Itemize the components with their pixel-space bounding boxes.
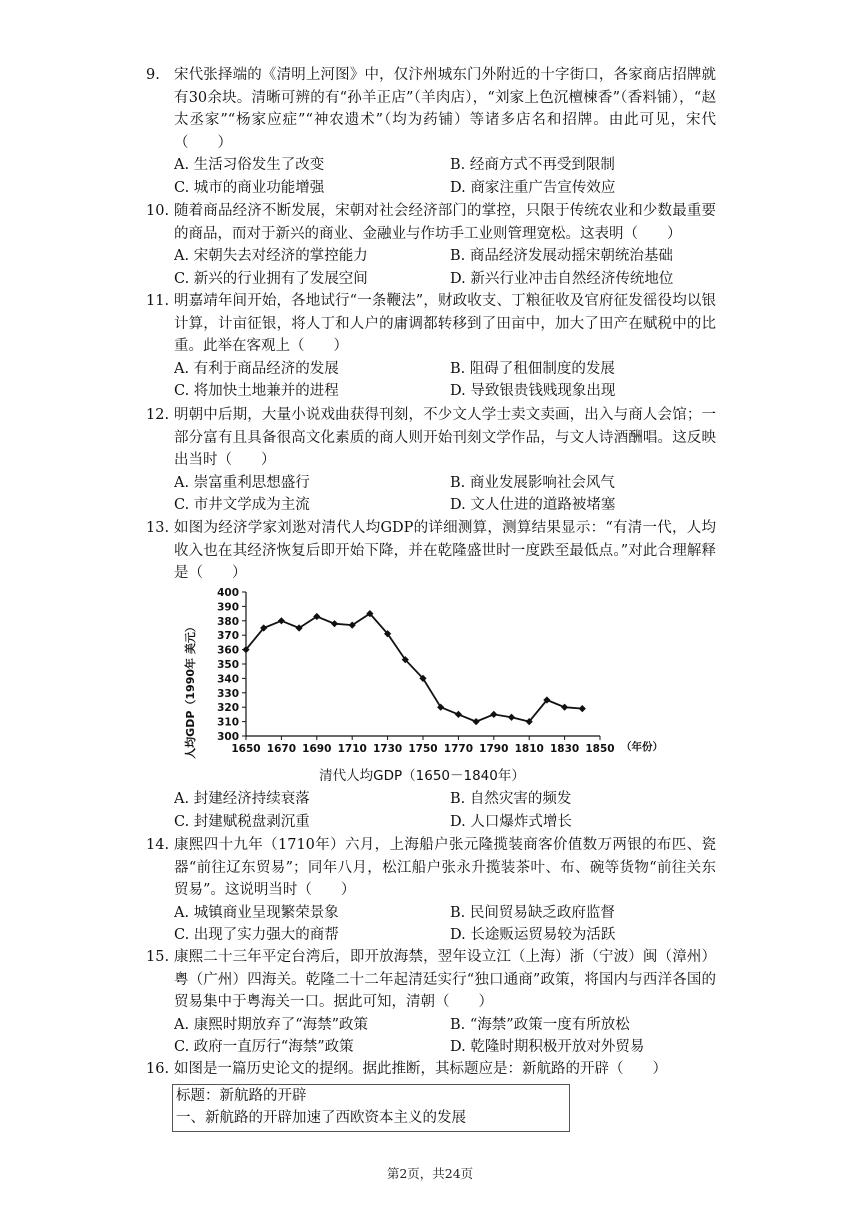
question-12 (146, 404, 716, 517)
question-9 (146, 64, 716, 200)
option-b[interactable]: B. “海禁”政策一度有所放松 (450, 1016, 630, 1033)
x-tick-label: 1690 (302, 743, 332, 755)
data-point-marker (331, 620, 338, 627)
question-stem: 如图为经济学家刘逖对清代人均GDP的详细测算，测算结果显示：“有清一代，人均收入也在其经济恢复后即开始下降，并在乾隆盛世时一度跌至最低点。”对此合理解释是（ ） (174, 520, 716, 582)
x-tick-label: 1670 (266, 743, 297, 755)
y-tick-label: 390 (217, 601, 239, 614)
y-tick-label: 380 (217, 615, 239, 628)
x-axis-label: （年份） (621, 741, 663, 753)
outline-item: 一、新航路的开辟加速了西欧资本主义的发展 (176, 1110, 466, 1126)
option-b[interactable]: B. 阻碍了租佃制度的发展 (450, 360, 615, 377)
option-b[interactable]: B. 经商方式不再受到限制 (450, 157, 615, 174)
options-grid (174, 358, 716, 403)
option-d[interactable]: D. 文人仕进的道路被堵塞 (450, 497, 616, 514)
page-footer: 第2页，共24页 (386, 1166, 474, 1181)
option-a[interactable]: A. 封建经济持续衰落 (174, 791, 310, 807)
options-grid (174, 788, 716, 833)
question-stem: 明朝中后期，大量小说戏曲获得刊刻，不少文人学士卖文卖画，出入与商人会馆；一部分富有且具备很高文化素质的商人则开始刊刻文学作品，与文人诗酒酬唱。这反映出当时（ ） (174, 407, 716, 469)
option-a[interactable]: A. 宋朝失去对经济的掌控能力 (174, 248, 368, 265)
x-tick-label: 1750 (408, 743, 438, 755)
question-14 (146, 834, 716, 947)
question-stem: 明嘉靖年间开始，各地试行“一条鞭法”，财政收支、丁粮征收及官府征发徭役均以银计算，计亩征银，将人丁和人户的庸调都转移到了田亩中，加大了田产在赋税中的比重。此举在客观上（ ） (174, 293, 716, 355)
option-c[interactable]: C. 新兴的行业拥有了发展空间 (174, 270, 368, 287)
options-grid (174, 1014, 716, 1059)
option-b[interactable]: B. 民间贸易缺乏政府监督 (450, 904, 615, 921)
question-number: 13. (146, 520, 170, 536)
question-16 (146, 1058, 716, 1081)
options-grid (174, 245, 716, 290)
x-tick-label: 1710 (337, 743, 367, 755)
question-number: 14. (146, 837, 170, 853)
option-d[interactable]: D. 商家注重广告宣传效应 (450, 179, 616, 196)
option-c[interactable]: C. 将加快土地兼并的进程 (174, 383, 339, 400)
option-c[interactable]: C. 城市的商业功能增强 (174, 179, 325, 196)
question-10 (146, 200, 716, 290)
outline-box (172, 1084, 570, 1132)
option-d[interactable]: D. 人口爆炸式增长 (450, 813, 572, 830)
gdp-line-chart (180, 578, 680, 790)
x-tick-label: 1790 (479, 743, 509, 755)
question-number: 12. (146, 407, 170, 423)
x-tick-label: 1850 (585, 743, 615, 755)
data-point-marker (490, 711, 497, 718)
question-number: 10. (146, 203, 170, 219)
x-tick-label: 1650 (231, 743, 261, 755)
data-point-marker (455, 711, 462, 718)
question-number: 11. (146, 293, 170, 309)
x-tick-label: 1810 (514, 743, 544, 755)
option-a[interactable]: A. 康熙时期放弃了“海禁”政策 (174, 1016, 369, 1033)
y-tick-label: 320 (217, 702, 239, 715)
x-tick-label: 1770 (443, 743, 474, 755)
y-tick-label: 330 (217, 687, 239, 700)
option-c[interactable]: C. 出现了实力强大的商帮 (174, 927, 339, 944)
option-a[interactable]: A. 城镇商业呈现繁荣景象 (174, 904, 339, 921)
option-b[interactable]: B. 商业发展影响社会风气 (450, 474, 615, 491)
data-point-marker (561, 704, 568, 711)
option-d[interactable]: D. 长途贩运贸易较为活跃 (450, 927, 616, 944)
option-a[interactable]: A. 有利于商品经济的发展 (174, 360, 339, 377)
y-tick-label: 360 (217, 644, 239, 657)
question-stem: 如图是一篇历史论文的提纲。据此推断，其标题应是：新航路的开辟（ ） (174, 1061, 667, 1077)
option-b[interactable]: B. 商品经济发展动摇宋朝统治基础 (450, 248, 673, 265)
question-11 (146, 290, 716, 403)
chart-title: 清代人均GDP（1650－1840年） (319, 768, 525, 784)
option-d[interactable]: D. 导致银贵钱贱现象出现 (450, 383, 616, 400)
x-tick-label: 1730 (372, 743, 403, 755)
gdp-chart (180, 578, 680, 790)
option-d[interactable]: D. 乾隆时期积极开放对外贸易 (450, 1039, 645, 1056)
option-d[interactable]: D. 新兴行业冲击自然经济传统地位 (450, 270, 674, 287)
option-c[interactable]: C. 市井文学成为主流 (174, 497, 310, 514)
option-b[interactable]: B. 自然灾害的频发 (450, 791, 572, 807)
question-number: 15. (146, 949, 170, 965)
y-tick-label: 340 (217, 673, 239, 686)
data-point-marker (473, 718, 480, 725)
y-tick-label: 400 (217, 587, 239, 599)
option-c[interactable]: C. 封建赋税盘剥沉重 (174, 813, 310, 830)
question-stem: 随着商品经济不断发展，宋朝对社会经济部门的掌控，只限于传统农业和少数最重要的商品，而对于新兴的商业、金融业与作坊手工业则管理宽松。这表明（ ） (174, 203, 716, 242)
question-number: 16. (146, 1061, 170, 1077)
y-tick-label: 310 (217, 716, 239, 729)
x-tick-label: 1830 (549, 743, 580, 755)
y-axis-label: 人均GDP（1990年 美元） (184, 621, 197, 759)
options-grid (174, 902, 716, 947)
question-13 (146, 517, 716, 585)
outline-title: 标题：新航路的开辟 (176, 1088, 307, 1104)
gdp-series-line (246, 614, 582, 722)
data-point-marker (508, 714, 515, 721)
options-grid (174, 154, 716, 199)
question-13-options (146, 788, 716, 833)
y-tick-label: 370 (217, 630, 239, 643)
option-a[interactable]: A. 生活习俗发生了改变 (174, 157, 325, 174)
question-stem: 宋代张择端的《清明上河图》中，仅汴州城东门外附近的十字街口，各家商店招牌就有30余块。清晰可辨的有“孙羊正店”（羊肉店），“刘家上色沉檀楝香”（香料铺），“赵太丞家”“杨家应症”“神农遗术”（均为药铺）等诸多店名和招牌。由此可见，宋代（ ） (174, 67, 716, 151)
question-number: 9. (146, 67, 160, 83)
option-c[interactable]: C. 政府一直厉行“海禁”政策 (174, 1039, 354, 1056)
options-grid (174, 472, 716, 517)
data-point-marker (278, 617, 285, 624)
question-stem: 康熙二十三年平定台湾后，即开放海禁，翌年设立江（上海）浙（宁波）闽（漳州）粤（广州）四海关。乾隆二十二年起清廷实行“独口通商”政策，将国内与西洋各国的贸易集中于粤海关一口。据此可知，清朝（ ） (174, 949, 716, 1011)
y-tick-label: 350 (217, 659, 239, 671)
question-15 (146, 946, 716, 1059)
option-a[interactable]: A. 崇富重利思想盛行 (174, 474, 310, 491)
data-point-marker (579, 705, 586, 712)
y-tick-label: 300 (217, 731, 239, 743)
question-stem: 康熙四十九年（1710年）六月，上海船户张元隆揽装商客价值数万两银的布匹、瓷器“前往辽东贸易”；同年八月，松江船户张永升揽装茶叶、布、碗等货物“前往关东贸易”。这说明当时（ ） (174, 837, 716, 899)
